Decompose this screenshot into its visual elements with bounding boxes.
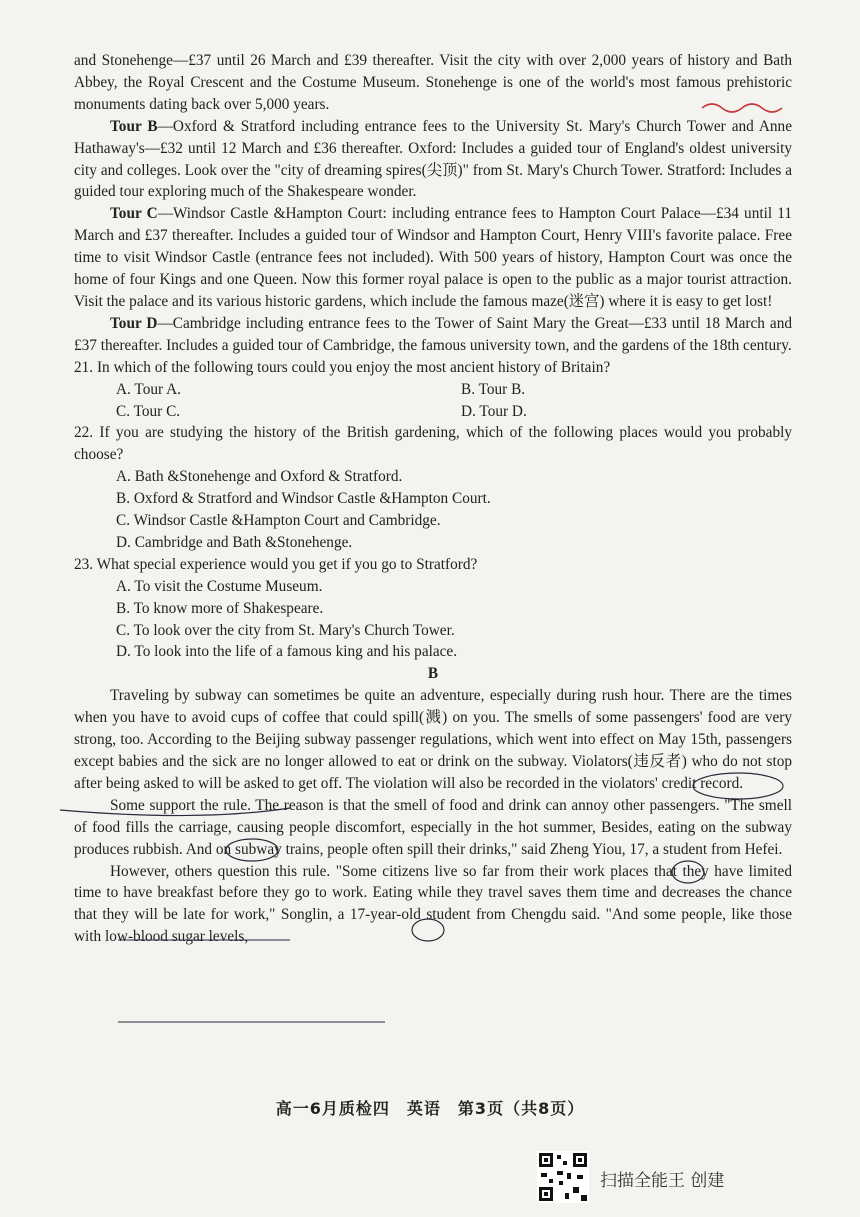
qr-code-icon [537, 1151, 589, 1203]
question-21-option-c[interactable]: C. Tour C. [116, 402, 181, 420]
page-footer: 高一6月质检四 英语 第3页（共8页） [275, 1099, 585, 1118]
tour-b-text: —Oxford & Stratford including entrance fees to the University St. Mary's Church Tower and Anne Hathaway's—£32 until 12 March and £36 thereafter. Oxford: Includes a guided tour of England's oldest university city and colleges. Look over the "city of dreaming spires(尖顶)" from St. Mary's Church Tower. Stratford: Includes a guided tour exploring much of the Shakespeare wonder. [74, 117, 792, 201]
question-21-option-a[interactable]: A. Tour A. [116, 380, 181, 398]
question-22: 22. If you are studying the history of the British gardening, which of the following places would you probably choose? [74, 424, 792, 464]
tour-c-label: Tour C [110, 205, 158, 223]
tour-d-text: —Cambridge including entrance fees to the Tower of Saint Mary the Great—£33 until 18 March and £37 thereafter. Includes a guided tour of Cambridge, the famous university town, and the gardens of the 18th century. [74, 314, 792, 354]
question-23-option-c[interactable]: C. To look over the city from St. Mary's Church Tower. [116, 621, 455, 639]
tour-b-label: Tour B [110, 117, 158, 135]
question-21-option-b[interactable]: B. Tour B. [461, 380, 526, 398]
question-23-option-b[interactable]: B. To know more of Shakespeare. [116, 599, 324, 617]
passage-b-paragraph-2: Some support the rule. The reason is that the smell of food and drink can annoy other passengers. "The smell of food fills the carriage, causing people discomfort, especially in the hot summer, Besides, eating on the subway produces rubbish. And on subway trains, people often spill their drinks," said Zheng Yiou, 17, a student from Hefei. [74, 796, 792, 858]
question-21-options [74, 379, 792, 423]
question-22-option-b[interactable]: B. Oxford & Stratford and Windsor Castle &Hampton Court. [116, 490, 491, 508]
question-21-option-d[interactable]: D. Tour D. [461, 402, 527, 420]
passage-b-paragraph-3: However, others question this rule. "Some citizens live so far from their work places that they have limited time to have breakfast before they go to work. Eating while they travel saves them time and decreases the chance that they will be late for work," Songlin, a 17-year-old student from Chengdu said. "And some people, like those with low-blood sugar levels, [74, 862, 792, 946]
question-23-option-a[interactable]: A. To visit the Costume Museum. [116, 577, 323, 595]
section-heading-b: B [427, 665, 439, 683]
tour-c-paragraph [74, 203, 792, 313]
passage-a-intro: and Stonehenge—£37 until 26 March and £39 thereafter. Visit the city with over 2,000 years of history and Bath Abbey, the Royal Crescent and the Costume Museum. Stonehenge is one of the world's most famous prehistoric monuments dating back over 5,000 years. [74, 52, 792, 113]
tour-d-paragraph [74, 313, 792, 357]
question-22-option-d[interactable]: D. Cambridge and Bath &Stonehenge. [116, 533, 353, 551]
tour-c-text: —Windsor Castle &Hampton Court: including entrance fees to Hampton Court Palace—£34 until 11 March and £37 thereafter. Includes a guided tour of Windsor and Hampton Court, Henry VIII's favorite palace. Free time to visit Windsor Castle (entrance fees not included). With 500 years of history, Hampton Court was once the home of four Kings and one Queen. Now this former royal palace is open to the public as a major tourist attraction. Visit the palace and its various historic gardens, which include the famous maze(迷宫) where it is easy to get lost! [74, 205, 792, 310]
question-23-options [74, 576, 792, 664]
question-22-options [74, 466, 792, 554]
tour-b-paragraph [74, 116, 792, 204]
exam-page [74, 50, 792, 948]
question-22-option-a[interactable]: A. Bath &Stonehenge and Oxford & Stratford. [116, 468, 403, 486]
tour-d-label: Tour D [110, 314, 158, 332]
question-21: 21. In which of the following tours could you enjoy the most ancient history of Britain? [74, 358, 611, 376]
scanner-watermark: 扫描全能王 创建 [600, 1171, 725, 1191]
question-23-option-d[interactable]: D. To look into the life of a famous king and his palace. [116, 643, 458, 661]
question-23: 23. What special experience would you get if you go to Stratford? [74, 555, 478, 573]
passage-b-paragraph-1: Traveling by subway can sometimes be quite an adventure, especially during rush hour. There are the times when you have to avoid cups of coffee that could spill(溅) on you. The smells of some passengers' food are very strong, too. According to the Beijing subway passenger regulations, which went into effect on May 15th, passengers except babies and the sick are no longer allowed to eat or drink on the subway. Violators(违反者) who do not stop after being asked to will be asked to get off. The violation will also be recorded in the violators' credit record. [74, 687, 792, 792]
question-22-option-c[interactable]: C. Windsor Castle &Hampton Court and Cambridge. [116, 512, 441, 530]
